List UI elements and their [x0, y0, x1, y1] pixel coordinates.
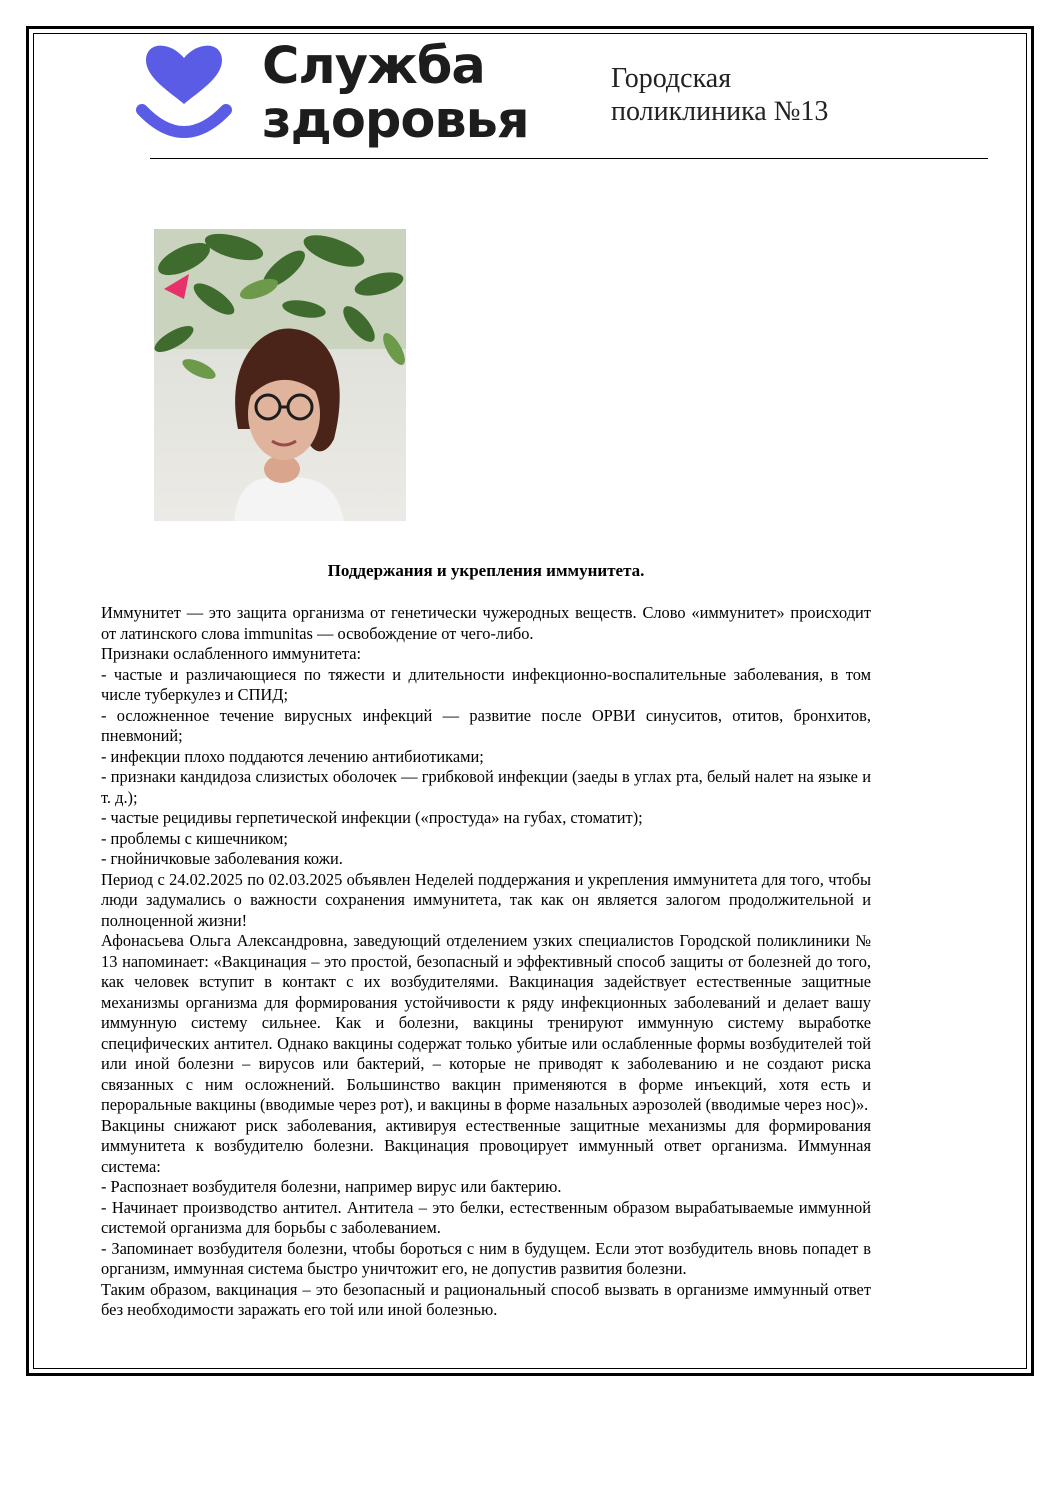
organization-name — [611, 62, 828, 128]
portrait-photo — [154, 229, 406, 521]
list-item: - проблемы с кишечником; — [101, 828, 288, 848]
brand-line-1: Служба — [262, 37, 485, 96]
list-item: - Запоминает возбудителя болезни, чтобы бороться с ним в будущем. Если этот возбудитель вновь попадет в организм, иммунная система быстро уничтожит его, не допустив развития болезни. — [101, 1238, 871, 1278]
org-line-2: поликлиника №13 — [611, 96, 829, 127]
list-item: - Начинает производство антител. Антитела – это белки, естественным образом вырабатываемые иммунной системой организма для борьбы с заболеванием. — [101, 1197, 871, 1237]
article-paragraph: Афонасьева Ольга Александровна, заведующий отделением узких специалистов Городской поликлиники № 13 напоминает: «Вакцинация – это простой, безопасный и эффективный способ защиты от болезней до того, как человек вступит в контакт с их возбудителями. Вакцинация задействует естественные защитные механизмы организма для формирования устойчивости к ряду инфекционных заболеваний и делает вашу иммунную систему сильнее. Как и болезни, вакцины тренируют иммунную систему выработке специфических антител. Однако вакцины содержат только убитые или ослабленные формы возбудителей той или иной болезни – вирусов или бактерий, – которые не приводят к заболеванию и не создают риска связанных с ним осложнений. Большинство вакцин применяются в форме инъекций, хотя есть и пероральные вакцины (вводимые через рот), и вакцины в форме назальных аэрозолей (вводимые через нос)». — [101, 931, 871, 1114]
article-paragraph: Вакцины снижают риск заболевания, активируя естественные защитные механизмы для формирования иммунитета к возбудителю болезни. Вакцинация провоцирует иммунный ответ организма. Иммунная система: — [101, 1115, 871, 1176]
list-item: - Распознает возбудителя болезни, например вирус или бактерию. — [101, 1177, 562, 1196]
brand-line-2: здоровья — [262, 91, 529, 150]
list-item: - осложненное течение вирусных инфекций — развитие после ОРВИ синуситов, отитов, бронхитов, пневмоний; — [101, 705, 871, 745]
list-item: - гнойничковые заболевания кожи. — [101, 849, 343, 868]
article-paragraph: Признаки ослабленного иммунитета: — [101, 644, 362, 663]
org-line-1: Городская — [611, 63, 732, 94]
article-paragraph: Таким образом, вакцинация – это безопасный и рациональный способ вызвать в организме иммунный ответ без необходимости заражать его той или иной болезнью. — [101, 1279, 871, 1319]
article-paragraph: Период с 24.02.2025 по 02.03.2025 объявлен Неделей поддержания и укрепления иммунитета для того, чтобы люди задумались о важности сохранения иммунитета, так как он является залогом продолжительной и полноценной жизни! — [101, 869, 871, 930]
list-item: - частые рецидивы герпетической инфекции («простуда» на губах, стоматит); — [101, 808, 643, 827]
list-item: - инфекции плохо поддаются лечению антибиотиками; — [101, 746, 484, 766]
article-paragraph: Иммунитет — это защита организма от генетически чужеродных веществ. Слово «иммунитет» происходит от латинского слова immunitas — освобождение от чего-либо. — [101, 603, 871, 643]
article-title: Поддержания и укрепления иммунитета. — [327, 561, 645, 580]
list-item: - частые и различающиеся по тяжести и длительности инфекционно-воспалительные заболевания, в том числе туберкулез и СПИД; — [101, 664, 871, 704]
list-item: - признаки кандидоза слизистых оболочек — грибковой инфекции (заеды в углах рта, белый налет на языке и т. д.); — [101, 767, 871, 807]
article-body — [101, 603, 871, 1321]
heart-smile-icon — [134, 42, 234, 142]
header-divider — [150, 158, 988, 159]
brand-name — [262, 37, 529, 150]
